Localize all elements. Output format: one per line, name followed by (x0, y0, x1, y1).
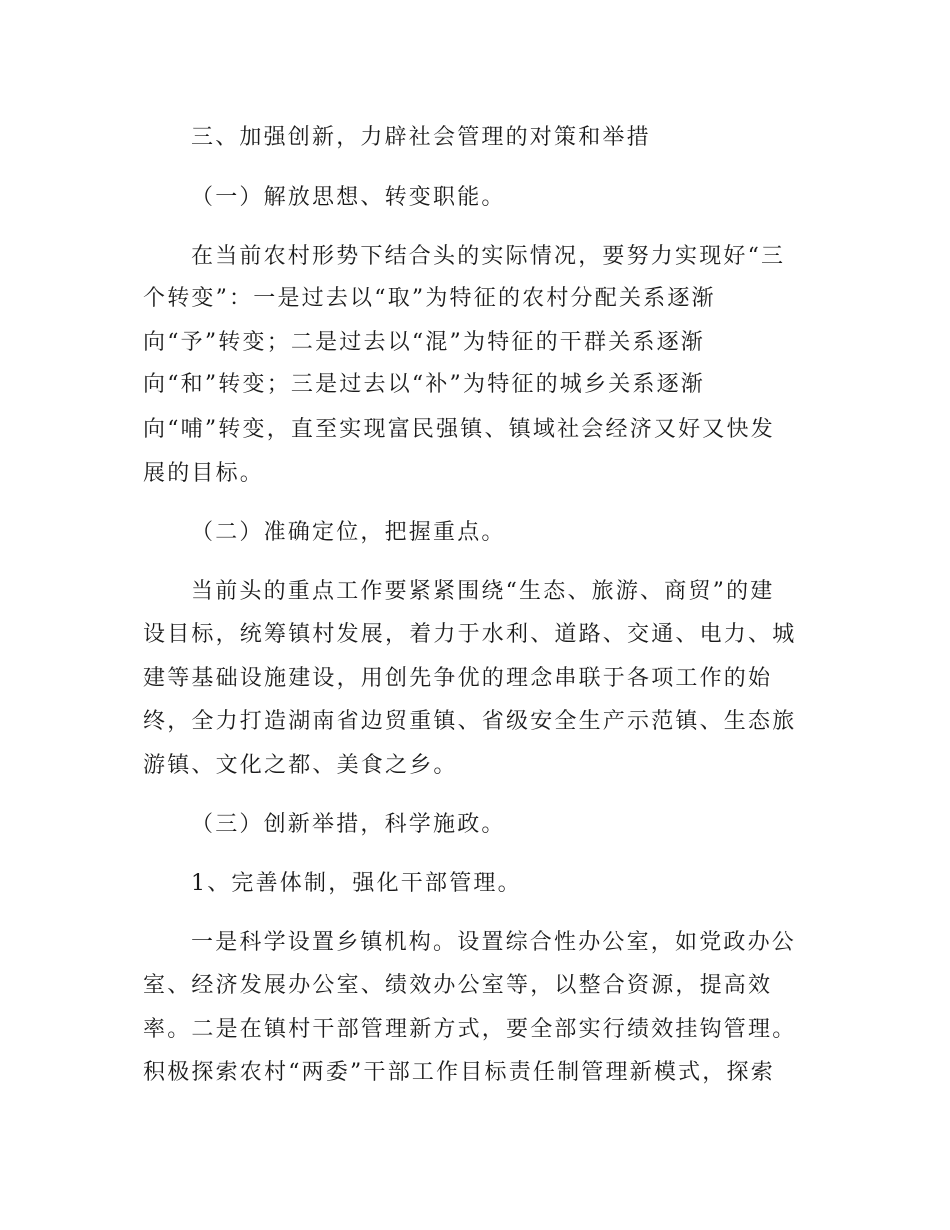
paragraph-1-line-6: 展的目标。 (143, 461, 265, 486)
paragraph-1-line-2: 个转变”：一是过去以“取”为特征的农村分配关系逐渐 (143, 286, 716, 311)
paragraph-3-line-4: 积极探索农村“两委”干部工作目标责任制管理新模式，探索 (143, 1060, 775, 1085)
subheading-3: （三）创新举措，科学施政。 (191, 812, 506, 837)
paragraph-3-line-1: 一是科学设置乡镇机构。设置综合性办公室，如党政办公 (191, 930, 797, 955)
paragraph-3-line-2: 室、经济发展办公室、绩效办公室等，以整合资源，提高效 (143, 973, 773, 998)
paragraph-3-line-3: 率。二是在镇村干部管理新方式，要全部实行绩效挂钩管理。 (143, 1017, 797, 1042)
paragraph-2-line-1: 当前头的重点工作要紧紧围绕“生态、旅游、商贸”的建 (191, 579, 775, 604)
paragraph-1-line-1: 在当前农村形势下结合头的实际情况，要努力实现好“三 (191, 244, 786, 269)
list-heading-1: 1、完善体制，强化干部管理。 (191, 871, 522, 896)
paragraph-2-line-4: 终，全力打造湖南省边贸重镇、省级安全生产示范镇、生态旅 (143, 709, 797, 734)
subheading-1: （一）解放思想、转变职能。 (191, 185, 506, 210)
section-heading-3: 三、加强创新，力辟社会管理的对策和举措 (191, 125, 651, 150)
paragraph-1-line-5: 向“哺”转变，直至实现富民强镇、镇域社会经济又好又快发 (143, 417, 775, 442)
paragraph-2-line-5: 游镇、文化之都、美食之乡。 (143, 753, 458, 778)
paragraph-2-line-3: 建等基础设施建设，用创先争优的理念串联于各项工作的始 (143, 666, 773, 691)
paragraph-1-line-4: 向“和”转变；三是过去以“补”为特征的城乡关系逐渐 (143, 372, 705, 397)
subheading-2: （二）准确定位，把握重点。 (191, 520, 506, 545)
paragraph-1-line-3: 向“予”转变；二是过去以“混”为特征的干群关系逐渐 (143, 330, 705, 355)
paragraph-2-line-2: 设目标，统筹镇村发展，着力于水利、道路、交通、电力、城 (143, 622, 797, 647)
